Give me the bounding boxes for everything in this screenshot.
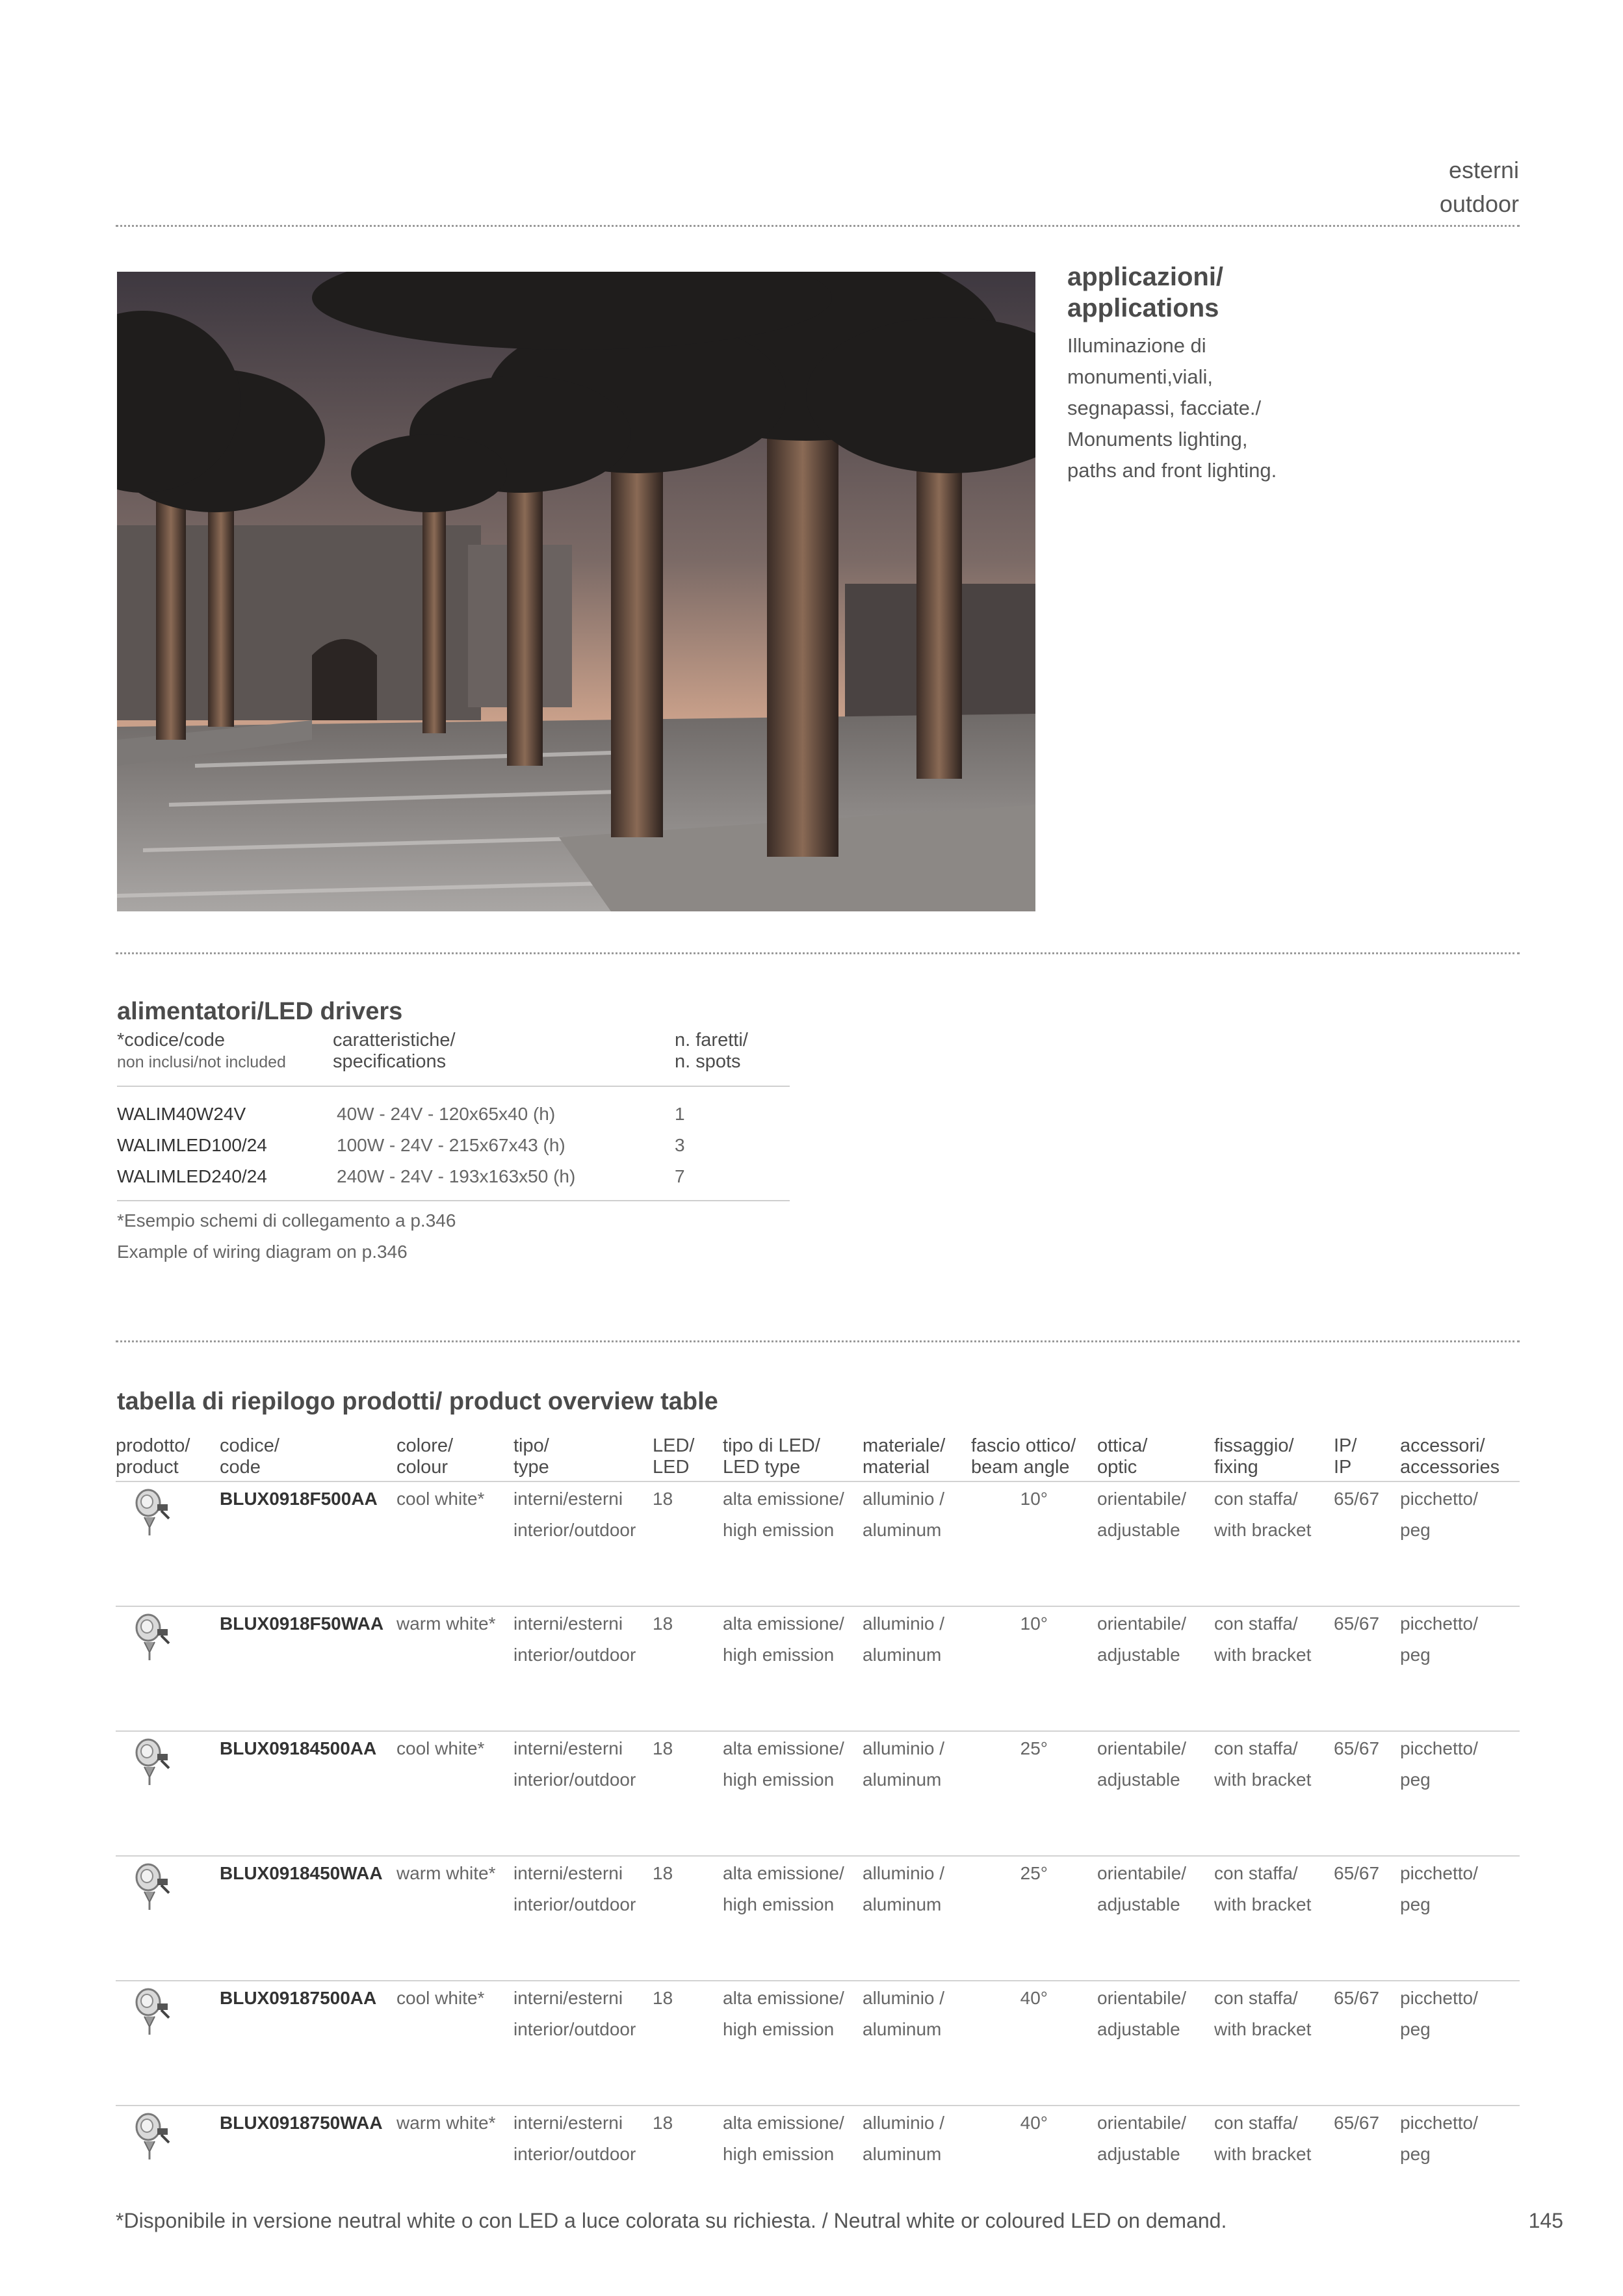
- overview-header-optic: [1097, 1435, 1147, 1478]
- header-line: product: [116, 1457, 179, 1478]
- header-line: material: [863, 1457, 930, 1478]
- application-photo: [117, 272, 1035, 911]
- product-type: interior/outdoor: [513, 2144, 636, 2164]
- overview-header-led: [653, 1435, 694, 1478]
- driver-spots: 3: [675, 1135, 685, 1155]
- product-accessories: picchetto/: [1400, 1988, 1478, 2008]
- header-line: accessories: [1400, 1457, 1500, 1478]
- table-row-divider: [116, 1730, 1520, 1732]
- product-type: interior/outdoor: [513, 1645, 636, 1665]
- product-fixing: con staffa/: [1214, 1738, 1298, 1758]
- product-led-type: high emission: [723, 2019, 835, 2039]
- drivers-note-en: Example of wiring diagram on p.346: [117, 1242, 408, 1262]
- product-ip: 65/67: [1334, 1988, 1380, 2008]
- product-fixing: with bracket: [1214, 2019, 1312, 2039]
- product-optic: orientabile/: [1097, 1489, 1186, 1509]
- applications-line: Monuments lighting,: [1067, 428, 1248, 450]
- product-optic: orientabile/: [1097, 1988, 1186, 2008]
- header-line: accessori/: [1400, 1435, 1485, 1456]
- product-material: aluminum: [863, 1645, 942, 1665]
- product-led: 18: [653, 1863, 673, 1883]
- product-material: aluminum: [863, 2019, 942, 2039]
- product-led-type: alta emissione/: [723, 1738, 844, 1758]
- product-optic: orientabile/: [1097, 1613, 1186, 1634]
- applications-title: [1067, 261, 1457, 324]
- product-ip: 65/67: [1334, 2113, 1380, 2133]
- header-line: LED: [653, 1457, 690, 1478]
- applications-line: monumenti,viali,: [1067, 365, 1213, 388]
- product-optic: adjustable: [1097, 2019, 1180, 2039]
- header-line: optic: [1097, 1457, 1137, 1478]
- driver-spots: 1: [675, 1104, 685, 1124]
- product-ip: 65/67: [1334, 1613, 1380, 1634]
- header-line: type: [513, 1457, 549, 1478]
- product-type: interni/esterni: [513, 1489, 623, 1509]
- overview-header-code: [220, 1435, 279, 1478]
- drivers-row: [117, 1099, 790, 1130]
- driver-code: WALIMLED100/24: [117, 1135, 267, 1155]
- product-type: interni/esterni: [513, 1738, 623, 1758]
- product-led: 18: [653, 1613, 673, 1634]
- header-line: tipo di LED/: [723, 1435, 820, 1456]
- header-line: LED type: [723, 1457, 801, 1478]
- product-led-type: alta emissione/: [723, 1613, 844, 1634]
- product-type: interior/outdoor: [513, 1894, 636, 1914]
- drivers-header-spec: [333, 1030, 456, 1073]
- drivers-header-spots-it: n. faretti/: [675, 1030, 748, 1050]
- spotlight-product-icon: [130, 1985, 175, 2036]
- overview-header-accessories: [1400, 1435, 1500, 1478]
- product-type: interior/outdoor: [513, 2019, 636, 2039]
- header-line: LED/: [653, 1435, 695, 1456]
- overview-header-colour: [396, 1435, 453, 1478]
- divider: [116, 1340, 1520, 1342]
- product-colour: warm white*: [396, 2113, 496, 2133]
- header-line: colour: [396, 1457, 448, 1478]
- header-line: tipo/: [513, 1435, 549, 1456]
- product-type: interni/esterni: [513, 1863, 623, 1883]
- applications-line: Illuminazione di: [1067, 334, 1206, 357]
- product-beam-angle: 25°: [1020, 1863, 1048, 1883]
- overview-header-type: [513, 1435, 549, 1478]
- product-led-type: high emission: [723, 1520, 835, 1540]
- table-row-divider: [116, 2105, 1520, 2106]
- driver-code: WALIMLED240/24: [117, 1166, 267, 1186]
- header-line: IP/: [1334, 1435, 1357, 1456]
- product-fixing: con staffa/: [1214, 2113, 1298, 2133]
- drivers-header-code: [117, 1030, 286, 1073]
- product-fixing: with bracket: [1214, 1769, 1312, 1790]
- product-colour: warm white*: [396, 1863, 496, 1883]
- product-accessories: peg: [1400, 1894, 1431, 1914]
- drivers-header-spots-en: n. spots: [675, 1051, 741, 1072]
- product-optic: orientabile/: [1097, 1738, 1186, 1758]
- header-line: prodotto/: [116, 1435, 190, 1456]
- product-led-type: high emission: [723, 2144, 835, 2164]
- product-optic: adjustable: [1097, 1769, 1180, 1790]
- drivers-note-it: *Esempio schemi di collegamento a p.346: [117, 1210, 456, 1231]
- product-fixing: con staffa/: [1214, 1613, 1298, 1634]
- header-line: fissaggio/: [1214, 1435, 1294, 1456]
- overview-header-ledtype: [723, 1435, 820, 1478]
- product-material: alluminio /: [863, 1988, 945, 2008]
- product-ip: 65/67: [1334, 1738, 1380, 1758]
- product-colour: cool white*: [396, 1489, 485, 1509]
- product-beam-angle: 10°: [1020, 1613, 1048, 1634]
- product-code: BLUX09184500AA: [220, 1738, 377, 1758]
- table-row-divider: [116, 1606, 1520, 1607]
- header-line: fixing: [1214, 1457, 1258, 1478]
- product-material: aluminum: [863, 1769, 942, 1790]
- product-fixing: with bracket: [1214, 2144, 1312, 2164]
- product-beam-angle: 10°: [1020, 1489, 1048, 1509]
- product-led-type: high emission: [723, 1769, 835, 1790]
- section-label-en: outdoor: [1439, 190, 1519, 217]
- product-led-type: high emission: [723, 1645, 835, 1665]
- product-accessories: peg: [1400, 2019, 1431, 2039]
- product-material: alluminio /: [863, 1863, 945, 1883]
- section-label-it: esterni: [1448, 157, 1519, 183]
- product-accessories: peg: [1400, 1520, 1431, 1540]
- applications-block: [1067, 261, 1457, 486]
- product-type: interior/outdoor: [513, 1520, 636, 1540]
- overview-header-beam: [971, 1435, 1076, 1478]
- section-header: [1440, 153, 1519, 221]
- product-led: 18: [653, 1738, 673, 1758]
- product-beam-angle: 40°: [1020, 2113, 1048, 2133]
- product-material: alluminio /: [863, 1489, 945, 1509]
- spotlight-product-icon: [130, 1860, 175, 1911]
- header-line: IP: [1334, 1457, 1352, 1478]
- product-material: aluminum: [863, 1894, 942, 1914]
- drivers-header-spec-it: caratteristiche/: [333, 1030, 456, 1050]
- product-material: aluminum: [863, 1520, 942, 1540]
- product-optic: adjustable: [1097, 1520, 1180, 1540]
- product-colour: warm white*: [396, 1613, 496, 1634]
- driver-spec: 40W - 24V - 120x65x40 (h): [337, 1104, 556, 1124]
- product-code: BLUX0918F50WAA: [220, 1613, 384, 1634]
- divider: [116, 952, 1520, 954]
- divider: [116, 225, 1520, 227]
- overview-header-material: [863, 1435, 945, 1478]
- header-line: colore/: [396, 1435, 454, 1456]
- overview-title: tabella di riepilogo prodotti/ product overview table: [117, 1388, 718, 1415]
- product-led-type: alta emissione/: [723, 1988, 844, 2008]
- drivers-row: [117, 1130, 790, 1161]
- product-type: interni/esterni: [513, 1988, 623, 2008]
- product-ip: 65/67: [1334, 1489, 1380, 1509]
- header-line: beam angle: [971, 1457, 1070, 1478]
- overview-header-rule: [116, 1481, 1520, 1482]
- product-code: BLUX0918750WAA: [220, 2113, 383, 2133]
- footnote: *Disponibile in versione neutral white o con LED a luce colorata su richiesta. / Neutral white or coloured LED on demand.: [116, 2209, 1227, 2232]
- product-accessories: picchetto/: [1400, 2113, 1478, 2133]
- product-optic: adjustable: [1097, 2144, 1180, 2164]
- overview-header-product: [116, 1435, 190, 1478]
- product-fixing: with bracket: [1214, 1645, 1312, 1665]
- drivers-table-header: [117, 1030, 790, 1086]
- product-code: BLUX0918450WAA: [220, 1863, 383, 1883]
- product-type: interni/esterni: [513, 2113, 623, 2133]
- spotlight-product-icon: [130, 2110, 175, 2161]
- product-beam-angle: 40°: [1020, 1988, 1048, 2008]
- applications-line: segnapassi, facciate./: [1067, 397, 1262, 419]
- drivers-section: [117, 995, 790, 1268]
- applications-text: [1067, 330, 1457, 486]
- spotlight-product-icon: [130, 1736, 175, 1786]
- product-fixing: with bracket: [1214, 1520, 1312, 1540]
- driver-spots: 7: [675, 1166, 685, 1186]
- applications-line: paths and front lighting.: [1067, 459, 1277, 482]
- product-accessories: picchetto/: [1400, 1489, 1478, 1509]
- driver-spec: 100W - 24V - 215x67x43 (h): [337, 1135, 565, 1155]
- product-colour: cool white*: [396, 1738, 485, 1758]
- product-fixing: with bracket: [1214, 1894, 1312, 1914]
- product-code: BLUX0918F500AA: [220, 1489, 378, 1509]
- applications-title-en: applications: [1067, 294, 1219, 322]
- product-material: aluminum: [863, 2144, 942, 2164]
- product-fixing: con staffa/: [1214, 1489, 1298, 1509]
- table-row-divider: [116, 1980, 1520, 1981]
- product-optic: adjustable: [1097, 1894, 1180, 1914]
- drivers-row: [117, 1161, 790, 1192]
- drivers-header-code-label: *codice/code: [117, 1030, 226, 1050]
- page-number: 145: [1528, 2209, 1563, 2232]
- product-colour: cool white*: [396, 1988, 485, 2008]
- product-type: interni/esterni: [513, 1613, 623, 1634]
- product-code: BLUX09187500AA: [220, 1988, 377, 2008]
- header-line: codice/: [220, 1435, 279, 1456]
- product-material: alluminio /: [863, 1613, 945, 1634]
- product-fixing: con staffa/: [1214, 1863, 1298, 1883]
- product-led-type: alta emissione/: [723, 1489, 844, 1509]
- applications-title-it: applicazioni/: [1067, 263, 1224, 291]
- drivers-header-code-sub: non inclusi/not included: [117, 1053, 286, 1071]
- product-accessories: peg: [1400, 1769, 1431, 1790]
- product-optic: orientabile/: [1097, 2113, 1186, 2133]
- product-led: 18: [653, 1489, 673, 1509]
- driver-code: WALIM40W24V: [117, 1104, 246, 1124]
- product-accessories: peg: [1400, 1645, 1431, 1665]
- drivers-header-spots: [675, 1030, 748, 1073]
- header-line: materiale/: [863, 1435, 946, 1456]
- product-accessories: peg: [1400, 2144, 1431, 2164]
- drivers-title: alimentatori/LED drivers: [117, 998, 403, 1025]
- product-accessories: picchetto/: [1400, 1863, 1478, 1883]
- product-type: interior/outdoor: [513, 1769, 636, 1790]
- driver-spec: 240W - 24V - 193x163x50 (h): [337, 1166, 576, 1186]
- product-led: 18: [653, 2113, 673, 2133]
- product-led-type: alta emissione/: [723, 1863, 844, 1883]
- header-line: ottica/: [1097, 1435, 1148, 1456]
- product-fixing: con staffa/: [1214, 1988, 1298, 2008]
- product-optic: orientabile/: [1097, 1863, 1186, 1883]
- table-row-divider: [116, 1855, 1520, 1857]
- header-line: fascio ottico/: [971, 1435, 1076, 1456]
- product-led-type: high emission: [723, 1894, 835, 1914]
- product-led-type: alta emissione/: [723, 2113, 844, 2133]
- product-accessories: picchetto/: [1400, 1738, 1478, 1758]
- overview-header-fixing: [1214, 1435, 1294, 1478]
- spotlight-product-icon: [130, 1611, 175, 1662]
- product-led: 18: [653, 1988, 673, 2008]
- spotlight-product-icon: [130, 1486, 175, 1537]
- product-beam-angle: 25°: [1020, 1738, 1048, 1758]
- product-material: alluminio /: [863, 1738, 945, 1758]
- overview-header-ip: [1334, 1435, 1357, 1478]
- product-material: alluminio /: [863, 2113, 945, 2133]
- product-ip: 65/67: [1334, 1863, 1380, 1883]
- drivers-header-spec-en: specifications: [333, 1051, 447, 1072]
- product-accessories: picchetto/: [1400, 1613, 1478, 1634]
- product-optic: adjustable: [1097, 1645, 1180, 1665]
- header-line: code: [220, 1457, 261, 1478]
